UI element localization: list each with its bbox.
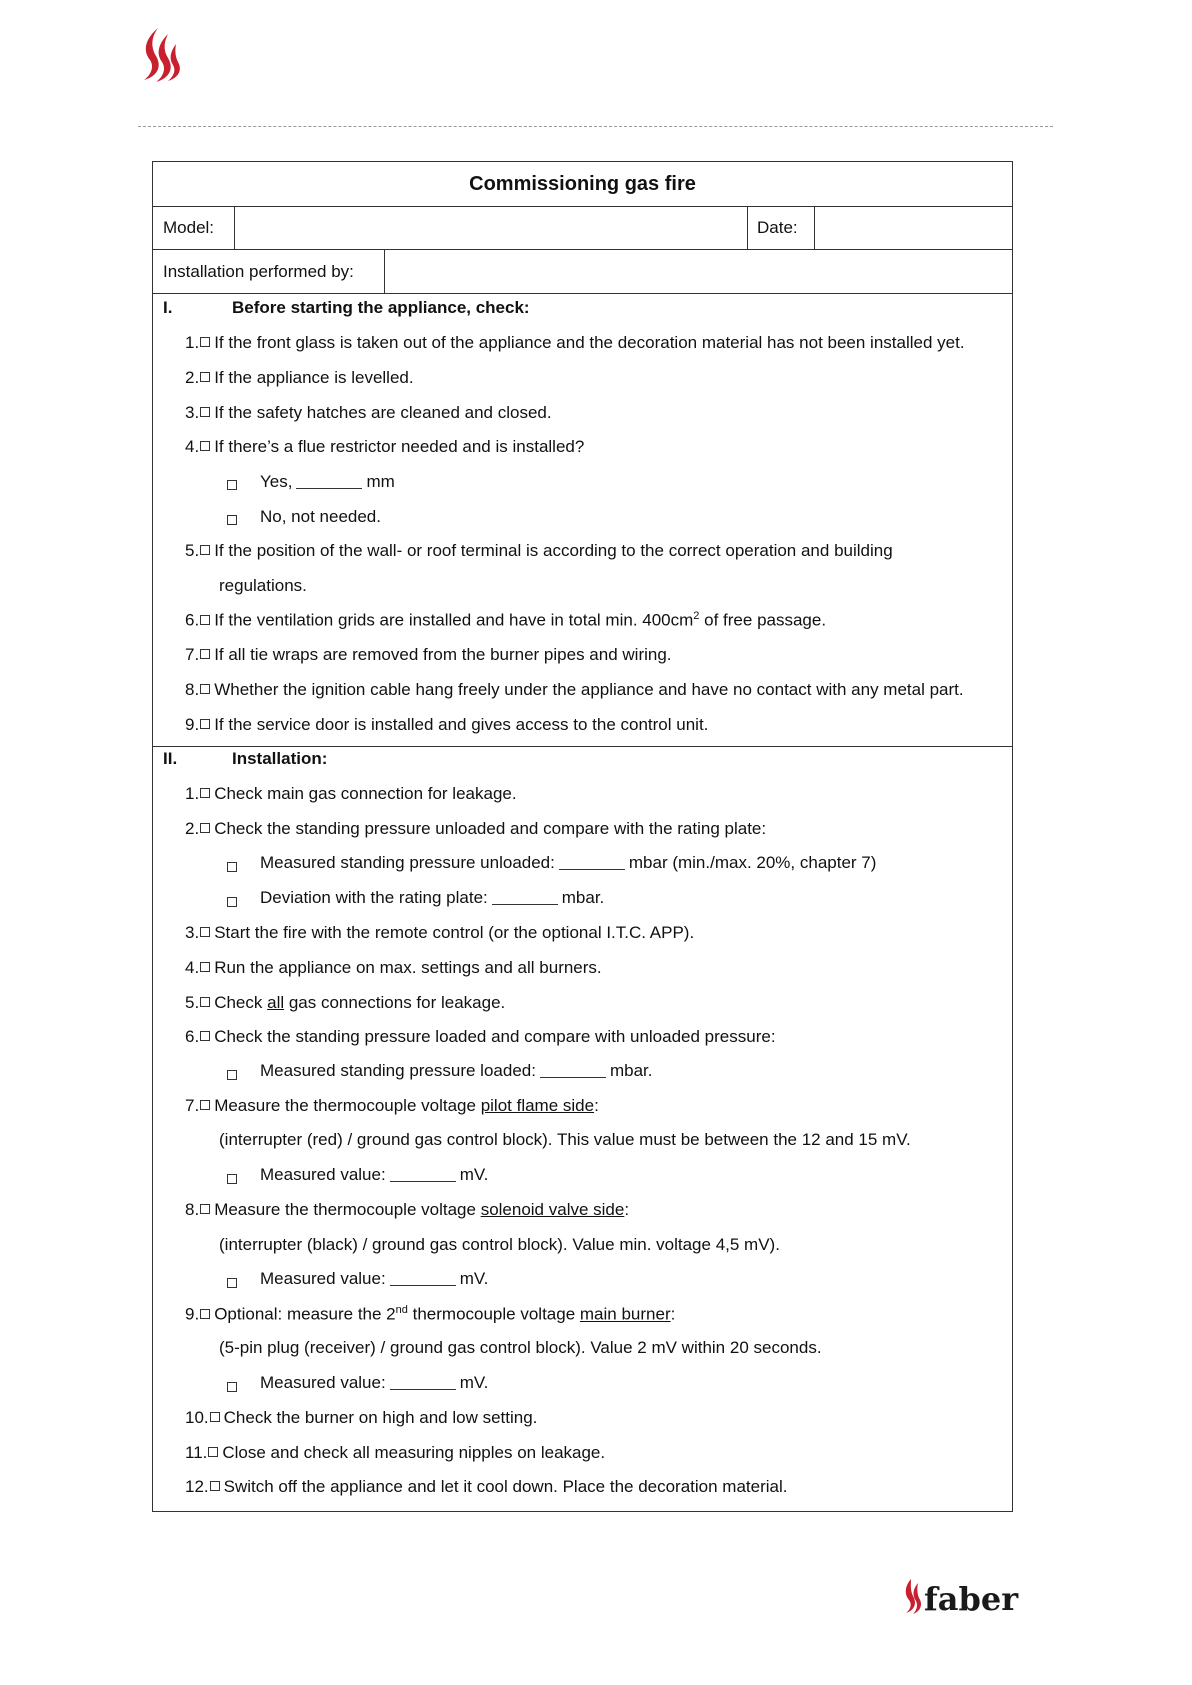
checkbox[interactable]: [227, 1070, 237, 1080]
checkbox[interactable]: [200, 441, 210, 451]
checklist-item: 8. Measure the thermocouple voltage solenoid valve side:: [185, 1200, 630, 1219]
checklist-item-continuation: regulations.: [219, 576, 307, 595]
checkbox[interactable]: [200, 927, 210, 937]
checkbox[interactable]: [200, 337, 210, 347]
checkbox[interactable]: [227, 1382, 237, 1392]
checkbox[interactable]: [200, 719, 210, 729]
checklist-item: 8. Whether the ignition cable hang freely under the appliance and have no contact with any metal part.: [185, 680, 964, 699]
item-note: (interrupter (black) / ground gas control block). Value min. voltage 4,5 mV).: [219, 1235, 780, 1254]
checklist-item: 1. Check main gas connection for leakage.: [185, 784, 517, 803]
checkbox[interactable]: [227, 1174, 237, 1184]
checklist-item: 2. Check the standing pressure unloaded and compare with the rating plate:: [185, 819, 767, 838]
checkbox[interactable]: [210, 1412, 220, 1422]
checklist-item: 12. Switch off the appliance and let it cool down. Place the decoration material.: [185, 1477, 788, 1496]
sub-item: Measured value: mV.: [260, 1269, 489, 1288]
checkbox[interactable]: [227, 515, 237, 525]
model-label: Model:: [163, 217, 215, 237]
option-yes: Yes, mm: [260, 472, 395, 491]
checklist-item: 3. Start the fire with the remote control (or the optional I.T.C. APP).: [185, 923, 695, 942]
flame-logo-icon: [138, 26, 184, 84]
checklist-item: 7. If all tie wraps are removed from the burner pipes and wiring.: [185, 645, 672, 664]
checkbox[interactable]: [200, 1309, 210, 1319]
sub-item: Measured value: mV.: [260, 1165, 489, 1184]
input-blank[interactable]: [540, 1063, 606, 1078]
checklist-item: 5. Check all gas connections for leakage.: [185, 993, 506, 1012]
checkbox[interactable]: [227, 897, 237, 907]
faber-logo-icon: [903, 1575, 1025, 1617]
input-blank[interactable]: [390, 1375, 456, 1390]
checklist-item: 2. If the appliance is levelled.: [185, 368, 414, 387]
checklist-item: 1. If the front glass is taken out of the appliance and the decoration material has not been installed yet.: [185, 333, 965, 352]
checkbox[interactable]: [208, 1447, 218, 1457]
sub-item: Measured standing pressure loaded: mbar.: [260, 1061, 653, 1080]
checkbox[interactable]: [200, 372, 210, 382]
section2-number: II.: [163, 749, 178, 768]
sub-item: Measured value: mV.: [260, 1373, 489, 1392]
section2-heading: Installation:: [232, 749, 328, 768]
installer-row: [153, 250, 1012, 294]
checkbox[interactable]: [227, 1278, 237, 1288]
checklist-item: 3. If the safety hatches are cleaned and closed.: [185, 403, 552, 422]
sub-item: Measured standing pressure unloaded: mbar (min./max. 20%, chapter 7): [260, 853, 877, 872]
checkbox[interactable]: [200, 962, 210, 972]
checklist-item: 10. Check the burner on high and low setting.: [185, 1408, 538, 1427]
checklist-item: 4. If there’s a flue restrictor needed and is installed?: [185, 437, 585, 456]
checkbox[interactable]: [200, 1031, 210, 1041]
checkbox[interactable]: [200, 823, 210, 833]
checkbox[interactable]: [200, 615, 210, 625]
checklist-item: 6. If the ventilation grids are installed and have in total min. $400cm^2$ of free passage.: [185, 610, 827, 630]
checklist-item: 9. Optional: measure the 2nd thermocouple voltage main burner:: [185, 1304, 676, 1324]
checklist-item: 5. If the position of the wall- or roof terminal is according to the correct operation and building: [185, 541, 893, 560]
header-divider: [138, 126, 1053, 127]
section1-number: I.: [163, 298, 173, 317]
section-divider: [153, 746, 1012, 747]
checkbox[interactable]: [200, 684, 210, 694]
checklist-item: 11. Close and check all measuring nipples on leakage.: [185, 1443, 606, 1462]
checkbox[interactable]: [200, 1100, 210, 1110]
checkbox[interactable]: [200, 788, 210, 798]
checklist-item: 6. Check the standing pressure loaded and compare with unloaded pressure:: [185, 1027, 776, 1046]
section1-heading: Before starting the appliance, check:: [232, 298, 530, 317]
input-blank[interactable]: [492, 890, 558, 905]
checkbox[interactable]: [200, 649, 210, 659]
checkbox[interactable]: [200, 407, 210, 417]
installer-label: Installation performed by:: [163, 261, 354, 281]
svg-text:faber: faber: [924, 1580, 1019, 1617]
item-note: (5-pin plug (receiver) / ground gas control block). Value 2 mV within 20 seconds.: [219, 1338, 822, 1357]
date-label: Date:: [757, 217, 798, 237]
installer-field[interactable]: [384, 250, 1014, 293]
option-no: No, not needed.: [260, 507, 381, 526]
checklist-item: 7. Measure the thermocouple voltage pilot flame side:: [185, 1096, 599, 1115]
input-blank[interactable]: [390, 1167, 456, 1182]
model-field[interactable]: [234, 206, 747, 249]
input-blank[interactable]: [559, 855, 625, 870]
checklist-item: 4. Run the appliance on max. settings and all burners.: [185, 958, 602, 977]
checkbox[interactable]: [227, 480, 237, 490]
input-blank[interactable]: [390, 1271, 456, 1286]
form-title: Commissioning gas fire: [153, 162, 1012, 207]
checkbox[interactable]: [210, 1481, 220, 1491]
checklist-item: 9. If the service door is installed and gives access to the control unit.: [185, 715, 709, 734]
checkbox[interactable]: [200, 545, 210, 555]
checkbox[interactable]: [200, 997, 210, 1007]
date-field[interactable]: [814, 206, 1014, 249]
checkbox[interactable]: [200, 1204, 210, 1214]
sub-item: Deviation with the rating plate: mbar.: [260, 888, 605, 907]
model-date-row: [153, 206, 1012, 250]
checkbox[interactable]: [227, 862, 237, 872]
commissioning-form: [152, 161, 1013, 1512]
item-note: (interrupter (red) / ground gas control block). This value must be between the 12 and 15 mV.: [219, 1130, 911, 1149]
input-blank[interactable]: [296, 474, 362, 489]
